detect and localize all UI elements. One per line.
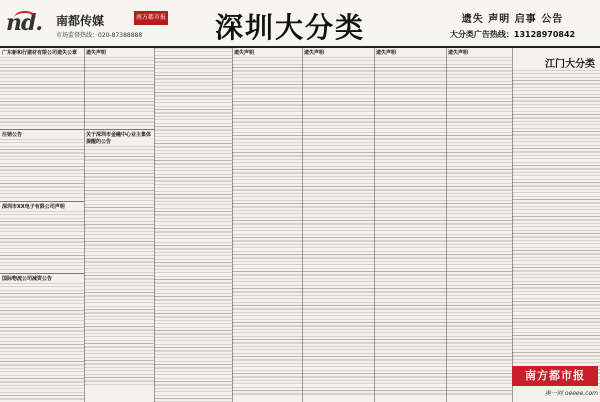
- column-7: [446, 48, 513, 402]
- column-4: [232, 48, 303, 402]
- ad-title: 广东新和行建材有限公司遗失公章: [2, 50, 78, 56]
- column-6: [374, 48, 447, 402]
- ad-title: 遗失声明: [376, 50, 397, 56]
- column-1: [0, 48, 85, 402]
- ad-body-block: [0, 57, 84, 127]
- ad-body-block: [446, 57, 512, 397]
- masthead-right: [430, 10, 595, 40]
- site-url: 奥一网 oeeee.com: [544, 390, 598, 397]
- jiangmen-section-header: [515, 55, 595, 69]
- nanfang-dushibao-logo: [512, 366, 598, 400]
- page-title: 深圳大分类: [215, 11, 366, 44]
- ad-title: 遗失声明: [86, 50, 107, 56]
- classified-columns: [0, 48, 600, 402]
- ad-body-block: [0, 139, 84, 199]
- masthead: [0, 0, 600, 48]
- ad-body-block: [84, 57, 154, 127]
- brand-badge: 南方都市报: [134, 11, 168, 25]
- ad-body-block: [84, 146, 154, 386]
- ad-hotline: 大分类广告热线：13128970842: [449, 30, 576, 39]
- ad-title: 国际物流公司减资公告: [2, 276, 53, 282]
- column-3: [154, 48, 233, 402]
- supervision-hotline: 市场监督热线：020-87388888: [56, 32, 143, 39]
- newspaper-brand: 南方都市报: [512, 366, 598, 386]
- column-2: [84, 48, 155, 402]
- column-5: [302, 48, 375, 402]
- ad-body-block: [0, 283, 84, 402]
- ad-title: 关于深圳市金融中心业主集体提醒的公告: [86, 132, 152, 145]
- ad-title: 深圳市XX电子有限公司声明: [2, 204, 65, 210]
- logo-swoosh-icon: [14, 11, 36, 25]
- ad-title: 遗失声明: [234, 50, 255, 56]
- nd-logo-mark: nd.: [6, 10, 43, 36]
- ad-body-block: [154, 48, 232, 402]
- ad-title: 遗失声明: [304, 50, 325, 56]
- ad-title: 注销公告: [2, 132, 23, 138]
- ad-body-block: [0, 211, 84, 271]
- column-8: [512, 48, 600, 402]
- ad-body-block: [512, 70, 600, 386]
- nandu-media-logo: [6, 4, 166, 44]
- ad-body-block: [232, 57, 302, 397]
- jiangmen-title: 江门大分类: [545, 59, 595, 70]
- ad-body-block: [302, 57, 374, 397]
- notice-categories: 遗失 声明 启事 公告: [461, 14, 564, 25]
- brand-name: 南都传媒: [56, 14, 105, 28]
- ad-title: 遗失声明: [448, 50, 469, 56]
- ad-body-block: [374, 57, 446, 397]
